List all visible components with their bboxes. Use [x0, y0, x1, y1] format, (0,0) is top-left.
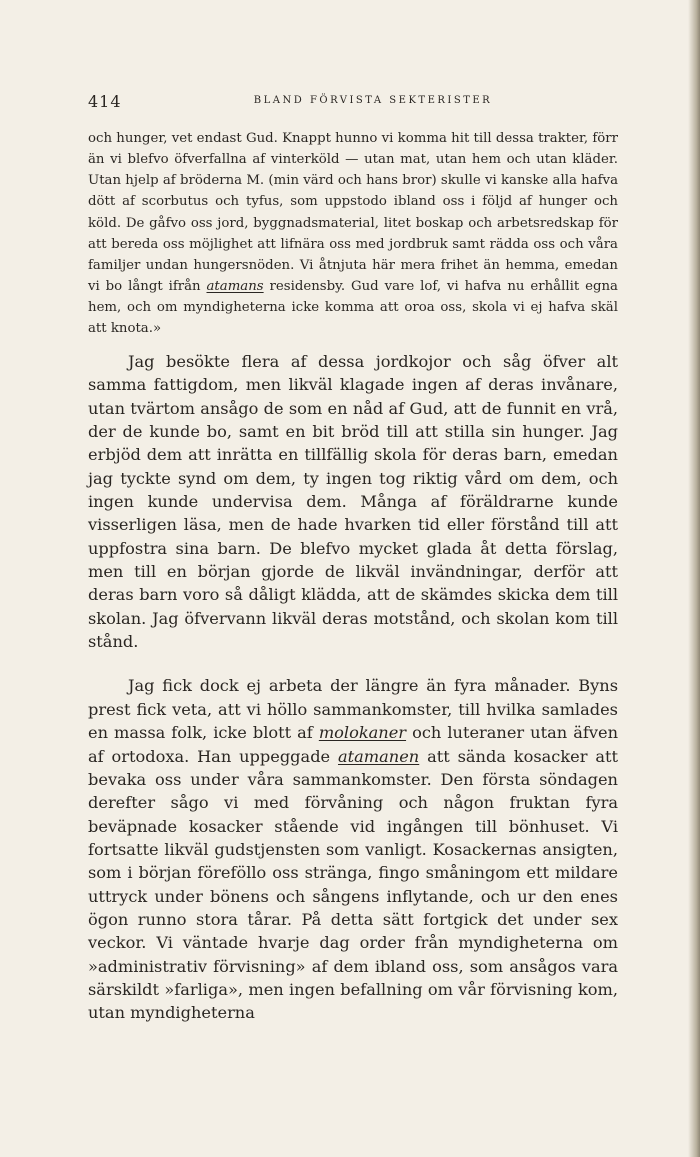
quote-paragraph	[88, 128, 618, 340]
paragraph-2	[88, 674, 618, 1024]
emphasis-molokaner: molokaner	[318, 723, 407, 743]
paragraph-1: Jag besökte flera af dessa jordkojor och såg öfver alt samma fattigdom, men likväl klagade ingen af deras invånare, utan tvärtom ansågo de som en nåd af Gud, att de funnit en vrå, der de kunde bo, samt en bit bröd till att stilla sin hunger. Jag erbjöd dem att inrätta en tillfällig skola för deras barn, emedan jag tyckte synd om dem, ty ingen tog riktig vård om dem, och ingen kunde undervisa dem. Många af föräldrarne kunde visserligen läsa, men de hade hvarken tid eller förstånd till att uppfostra sina barn. De blefvo mycket glada åt detta förslag, men till en början gjorde de likväl invändningar, derför att deras barn voro så dåligt klädda, att de skämdes skicka dem till skolan. Jag öfvervann likväl deras motstånd, och skolan kom till stånd.	[88, 352, 618, 652]
quote-text-1: och hunger, vet endast Gud. Knappt hunno vi komma hit till dessa trakter, förr än vi blefvo öfverfallna af vinterköld — utan mat, utan hem och utan kläder. Utan hjelp af bröderna M. (min värd och hans bror) skulle vi kanske alla hafva dött af scorbutus och tyfus, som uppstodo ibland oss i följd af hunger och köld. De gåfvo oss jord, byggnadsmaterial, litet boskap och arbetsredskap för att bereda oss möjlighet att lifnära oss med jordbruk samt rädda oss och våra familjer undan hungersnöden. Vi åtnjuta här mera frihet än hemma, emedan vi bo långt ifrån	[88, 131, 618, 295]
body-text	[88, 350, 618, 1025]
running-head: BLAND FÖRVISTA SEKTERISTER	[253, 95, 493, 106]
paragraph-2-text-3: att sända kosacker att bevaka oss under våra sammankomster. Den första söndagen derefter sågo vi med förvåning och någon fruktan fyra beväpnade kosacker stående vid ingången till bönhuset. Vi fortsatte likväl gudstjensten som vanligt. Kosackernas ansigten, som i början föreföllo oss stränga, fingo småningom ett mildare uttryck under bönens och sångens inflytande, och ur den enes ögon runno stora tårar. På detta sätt fortgick det under sex veckor. Vi väntade hvarje dag order från myndigheterna om »administrativ förvisning» af dem ibland oss, som ansågos vara särskildt »farliga», men ingen befallning om vår förvisning kom, utan myndigheterna	[88, 746, 618, 1023]
quoted-passage	[88, 128, 618, 340]
quote-text-2: residensby. Gud vare lof, vi hafva nu erhållit egna hem, och om myndigheterna icke komma att oroa oss, skola vi ej hafva skäl att knota.»	[88, 279, 618, 337]
paragraph-2-text-2: och luteraner utan äfven af ortodoxa. Han uppeggade	[88, 723, 619, 766]
emphasis-atamanen: atamanen	[337, 746, 420, 766]
page-number: 414	[88, 92, 122, 111]
page-edge-shadow	[688, 0, 700, 1157]
page-header	[88, 92, 618, 114]
paragraph-2-text-1: Jag fick dock ej arbeta der längre än fyra månader. Byns prest fick veta, att vi höllo sammankomster, till hvilka samlades en massa folk, icke blott af	[88, 676, 618, 743]
quote-emphasis-atamans: atamans	[206, 279, 264, 295]
